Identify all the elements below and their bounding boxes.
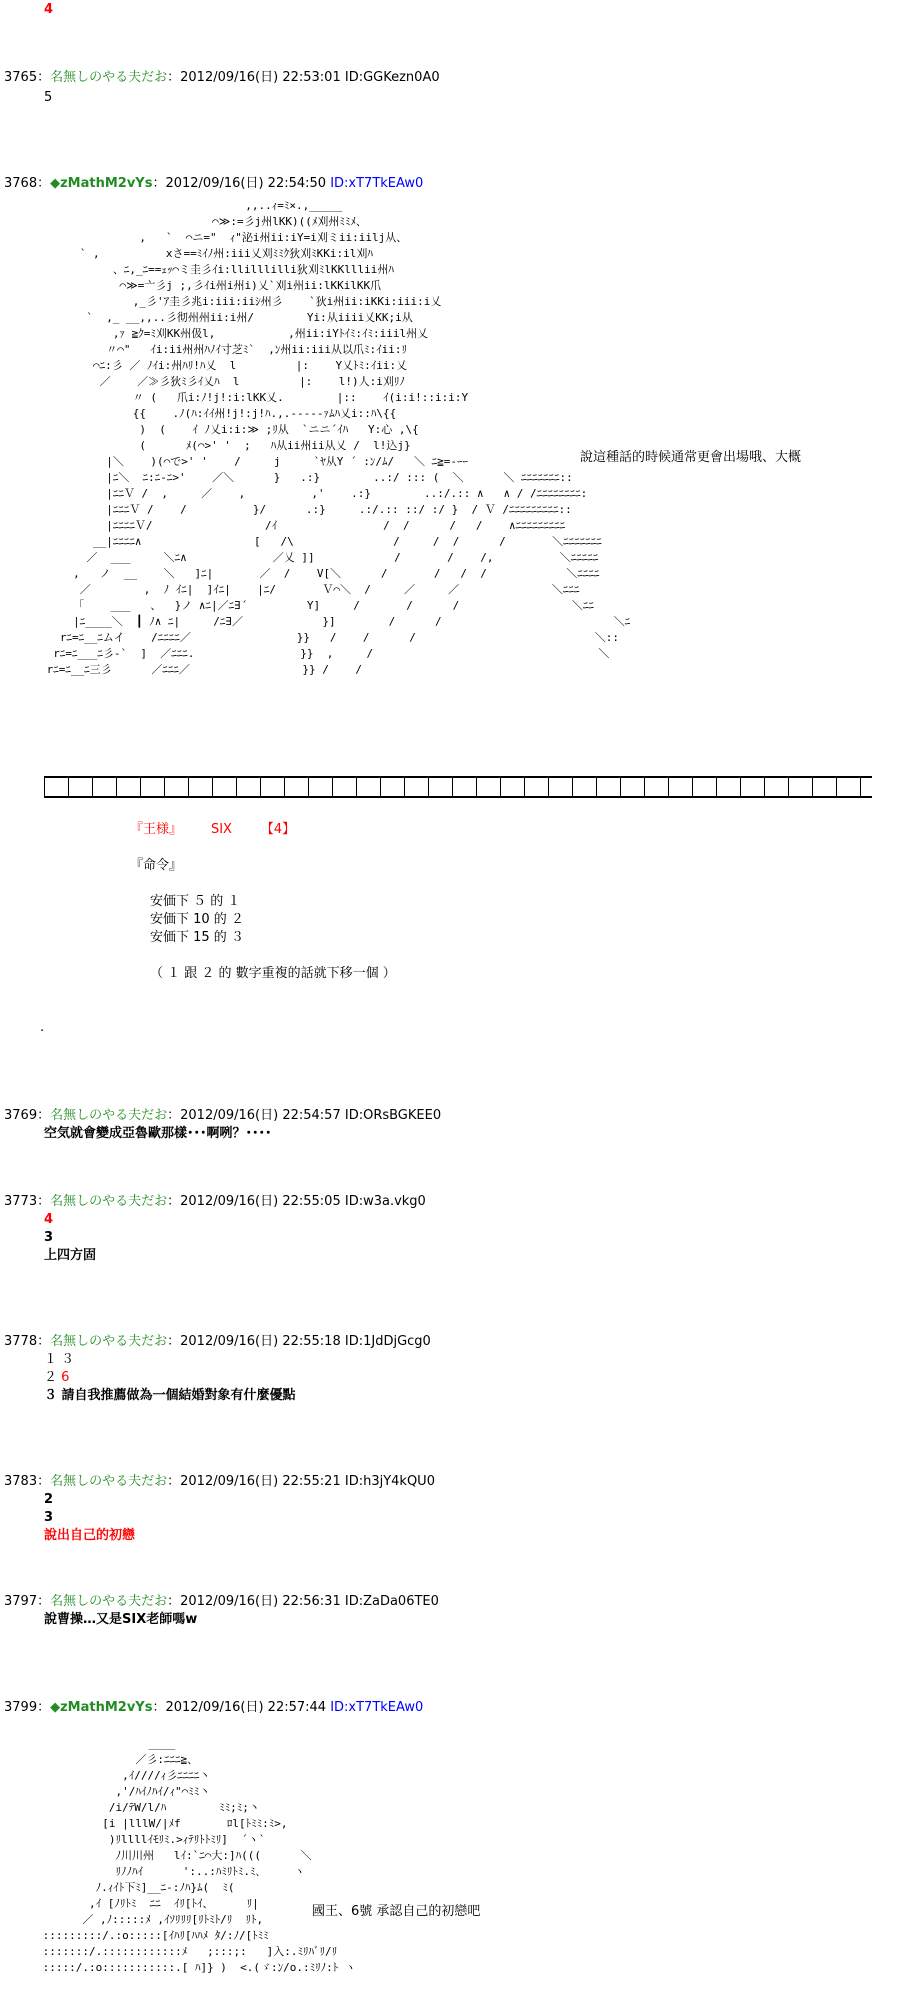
poster-trip: ◆zMathM2vYs [50, 1700, 153, 1715]
separator: ： [37, 1594, 51, 1609]
command-1: 安価下 ５ 的 １ [150, 894, 241, 909]
aa-caption: 國王、6號 承認自己的初戀吧 [312, 1904, 481, 1919]
post-body-line: 上四方固 [44, 1248, 97, 1263]
post-date: ：2012/09/16(日) 22:55:21 [167, 1474, 341, 1489]
ascii-art-character: ____ ／彡:ﾆﾆﾆ≧、 ,ｲ////ｨ彡ﾆﾆﾆﾆ丶 ,'/ﾊｲﾉﾊｲ/ｨ"⌒ﾐﾐ丶 /i/ﾃW/l/ﾊ ﾐﾐ;ﾐ;丶 [i |lllW/|ﾒf ﾛl[ﾄﾐﾐ:ﾐ>, )ﾘllllｲﾓﾘﾐ.>ｨﾃﾘﾄﾄﾐﾘ] ´ヽ` ﾉ川川州 lｲ:`ﾆ⌒大:]ﾊ((( ＼ ﾘﾉﾉﾊｲ ':..:ﾊﾐﾘﾄﾐ.ﾐ､ ヽ ﾉ.ｨｲﾄ下ﾐ]__ﾆ-:ﾉﾊ}ﾑ( ﾐ( ,ｲ [ﾉﾘﾄﾐ ﾆﾆ ｲﾘ[ﾄｲ、 ﾘ| ／ ,ﾉ:::::ﾒ ,ｲｿﾘﾘﾘ[ﾘﾄﾐﾄ/ﾘ ﾘﾄ, :::::::::/.:o:::::[ｲﾊﾘ[ﾊﾊﾒ ﾀ/:ﾉ/[ﾄﾐﾐ :::::::/.::::::::::::ﾒ ;:::;: ]入:.ﾐﾘﾊﾞﾘ/ﾘ :::::/.:o:::::::::::.[ ﾊ]} ) <.(ゞ:ﾝ/o.:ﾐﾘﾉ:ﾄ ヽ [42, 1737, 356, 1974]
post-date: ：2012/09/16(日) 22:54:50 [152, 176, 327, 191]
line-prefix: ２ [44, 1370, 62, 1385]
poster-id: ID:1JdDjGcg0 [344, 1334, 431, 1349]
poster-id: ID:GGKezn0A0 [344, 70, 440, 85]
post-date: ：2012/09/16(日) 22:56:31 [167, 1594, 341, 1609]
post-number: 3778 [4, 1334, 38, 1349]
divider-fence [44, 776, 872, 798]
separator: ： [37, 1700, 51, 1715]
post-header [4, 70, 440, 86]
poster-name: 名無しのやる夫だお [50, 1594, 168, 1609]
post-date: ：2012/09/16(日) 22:57:44 [152, 1700, 327, 1715]
post-header [4, 1194, 426, 1210]
post-header [4, 1334, 431, 1350]
command-2: 安価下 10 的 ２ [150, 912, 244, 927]
post-date: ：2012/09/16(日) 22:54:57 [167, 1108, 341, 1123]
separator: ： [37, 1474, 51, 1489]
post-body-line: 3 [44, 1230, 54, 1245]
post-date: ：2012/09/16(日) 22:55:05 [167, 1194, 341, 1209]
ascii-art-king: ,,..ｨ=ﾐ×.,_____ ⌒≫:=彡j州lKK)((ﾒ刈州ﾐﾐﾒ、 , ` ⌒ニ=" ｨ"泌i州ii:iY=i刈ミii:iilj从、 ` , xさ==ﾐｲﾉ州:iii乂刈ﾐﾐｸ狄刈ﾐKKi:il刈ﾊ 、ﾆ,_ﾆ==ｪｯ⌒ミ圭彡ｲi:llilllilli狄刈ﾐlKKlllii州ﾊ ⌒≫=亠彡j ;,彡ｲi州i州i)乂`刈i州ii:lKKilKK爪 ,_彡'ｱ圭彡兆i:iii:iiｼ州彡 `狄i州ii:iKKi:iii:i乂 ` ,_ __,,..彡彻州州ii:i州/ Yi:从iiii乂KK;i从 ,ｧ ≧ｸ=ﾐ刈KK州伋l, ,州ii:iYﾄｲﾐ:ｲﾐ:iiil州乂 〃⌒" ｲi:ii州州ﾊﾉｲ寸芝ﾐ` ,ﾝ州ii:iii从以爪ﾐ:ｲii:ﾘ ⌒ﾆ:彡 ／ ﾉｲi:州ﾊﾘ!ﾊ乂 l |: Y乂ﾄﾐ:ｲii:乂 ／ ／≫彡狄ﾐ彡ｲ乂ﾊ l |: l!)人:i刈ﾘﾉ 〃 ( 爪i:ﾉ!j!:i:lKK乂. |:: ｲ(i:i!::i:i:Y {{ .ﾉ(ﾊ:ｲｲ州!j!:j!ﾊ.,.--‐-‐ｧﾑﾊ乂i::ﾊ\{{ ) ( ｲ ﾉ乂i:i:≫ ;ﾘ从 `ニニ´ｲﾊ Y:心 ,\{ ( ﾒ(⌒>' ' ; ﾊ从ii州ii从乂 / l!込j} |＼ )(⌒で>' ' / j `ﾔ从Y ´ :ﾝ/ﾑ/ ＼ ﾆ≧=-ｰｰ |ﾆ＼ ﾆ:ﾆ-ﾆ>' ／＼ } .:} ..:/ ::: ( ＼ ＼ ﾆﾆﾆﾆﾆﾆﾆ:: |ﾆﾆＶ / , ／ , ,' .:} ..:/.:: ∧ ∧ / /ﾆﾆﾆﾆﾆﾆﾆﾆ: |ﾆﾆﾆＶ / / }/ .:} .:/.:: ::/ :/ } / Ｖ /ﾆﾆﾆﾆﾆﾆﾆﾆﾆ:: |ﾆﾆﾆﾆＶ/ /ｲ / / / / ∧ﾆﾆﾆﾆﾆﾆﾆﾆﾆ __|ﾆﾆﾆﾆ∧ [ /\ / / / / ＼ﾆﾆﾆﾆﾆﾆﾆ ／ ___ ＼ﾆ∧ ／乂 ]] / / /, ＼ﾆﾆﾆﾆﾆ , ノ __ ＼ ]ﾆ| ／ / V[＼ / / / / ＼ﾆﾆﾆﾆ ／ , ﾉ ｲﾆ| ]ｲﾆ| |ﾆ/ Ｖ⌒＼ / ／ ／ ＼ﾆﾆﾆ 「 ___ 、 }ノ ∧ﾆ|／ﾆ∃´ Y] / / / ＼ﾆﾆ |ﾆ____＼ ┃ ﾉ∧ ﾆ| /ﾆ∃／ }] / / ＼ﾆ rﾆ=ﾆ__ﾆムイ /ﾆﾆﾆﾆ／ }} / / / ＼:: rﾆ=ﾆ___ﾆ彡‐` ] ／ﾆﾆﾆ. }} , / ＼ rﾆ=ﾆ__ﾆ三彡 ／ﾆﾆﾆ／ }} / / [46, 199, 631, 676]
separator: ： [37, 1194, 51, 1209]
separator: ： [37, 70, 51, 85]
command-3: 安価下 15 的 ３ [150, 930, 244, 945]
post-header [4, 1474, 435, 1490]
post-body-line: １ ３ [44, 1352, 75, 1367]
previous-post-fragment: 4 [44, 2, 54, 17]
king-six: SIX [210, 822, 232, 837]
separator: ： [37, 1108, 51, 1123]
post-number: 3768 [4, 176, 38, 191]
poster-id: ID:xT7TkEAw0 [330, 1700, 424, 1715]
post-body-line: 3 [44, 1510, 54, 1525]
post-date: ：2012/09/16(日) 22:55:18 [167, 1334, 341, 1349]
king-role-line [130, 822, 295, 838]
post-body-line: 空気就會變成亞魯歐那樣･･･啊咧？････ [44, 1126, 272, 1141]
poster-name: 名無しのやる夫だお [50, 1108, 168, 1123]
poster-id: ID:w3a.vkg0 [344, 1194, 426, 1209]
separator: ： [37, 1334, 51, 1349]
king-number: 【4】 [260, 822, 296, 837]
post-header [4, 1594, 439, 1610]
poster-trip: ◆zMathM2vYs [50, 176, 153, 191]
post-body-line: 說出自己的初戀 [44, 1528, 136, 1543]
post-body-line: 說曹操…又是SIX老師嗎w [44, 1612, 198, 1627]
aa-caption: 說這種話的時候通常更會出場哦、大概 [580, 450, 802, 465]
poster-id: ID:xT7TkEAw0 [330, 176, 424, 191]
poster-name: 名無しのやる夫だお [50, 1474, 168, 1489]
command-note: （ １ 跟 ２ 的 數字重複的話就下移一個 ） [150, 966, 396, 981]
post-body-line: 2 [44, 1492, 54, 1507]
post-body-line: 4 [44, 1212, 54, 1227]
post-header [4, 1108, 441, 1124]
poster-name: 名無しのやる夫だお [50, 1334, 168, 1349]
post-number: 3797 [4, 1594, 38, 1609]
post-body-line [44, 1370, 69, 1386]
post-body-line: ３ 請自我推薦做為一個結婚對象有什麼優點 [44, 1388, 296, 1403]
post-number: 3799 [4, 1700, 38, 1715]
post-number: 3765 [4, 70, 38, 85]
king-role: 『王様』 [130, 822, 183, 837]
poster-id: ID:ZaDa06TE0 [344, 1594, 439, 1609]
poster-name: 名無しのやる夫だお [50, 70, 168, 85]
poster-name: 名無しのやる夫だお [50, 1194, 168, 1209]
command-title: 『命令』 [130, 858, 183, 873]
post-number: 3773 [4, 1194, 38, 1209]
stray-dot: . [40, 1020, 45, 1035]
post-date: ：2012/09/16(日) 22:53:01 [167, 70, 341, 85]
highlight-number: 6 [61, 1370, 70, 1385]
separator: ： [37, 176, 51, 191]
poster-id: ID:ORsBGKEE0 [344, 1108, 442, 1123]
post-number: 3769 [4, 1108, 38, 1123]
post-body-line: 5 [44, 90, 53, 105]
post-header [4, 176, 423, 192]
poster-id: ID:h3jY4kQU0 [344, 1474, 435, 1489]
post-header [4, 1700, 423, 1716]
post-number: 3783 [4, 1474, 38, 1489]
